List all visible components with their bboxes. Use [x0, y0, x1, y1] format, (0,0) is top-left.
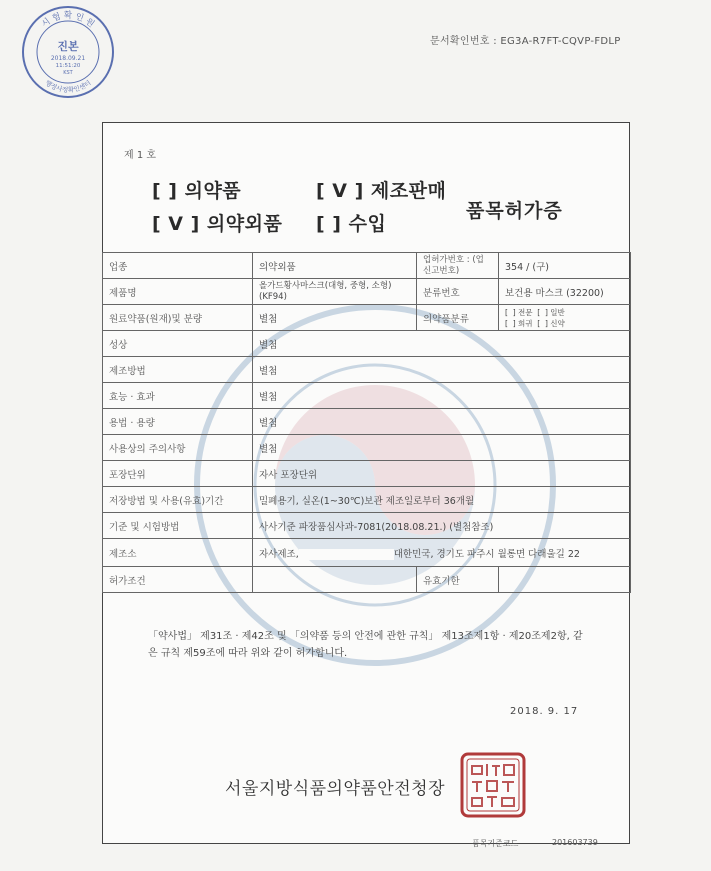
- packaging-value: 자사 포장단위: [253, 461, 631, 487]
- table-row: [103, 487, 631, 513]
- table-row: [103, 383, 631, 409]
- table-row: [103, 409, 631, 435]
- document-title: 품목허가증: [466, 200, 563, 222]
- checkbox-quasi-drug: [ V ] 의약외품: [152, 213, 283, 235]
- stamp-time: 11:51:20: [55, 63, 81, 69]
- license-no-value: 354 / (구): [499, 253, 631, 279]
- table-row: [103, 331, 631, 357]
- issue-date: 2018. 9. 17: [510, 706, 579, 717]
- code-value: 201603739: [552, 838, 598, 847]
- manufacturer-address: 대한민국, 경기도 파주시 월롱면 다래울길 22: [393, 548, 580, 560]
- drug-class-checkboxes: [ ] 전문 [ ] 일반 [ ] 희귀 [ ] 신약: [499, 305, 631, 331]
- checkbox-import: [ ] 수입: [316, 213, 387, 235]
- manufacturer-label: 제조소: [103, 539, 253, 567]
- manufacturer-prefix: 자사제조,: [259, 548, 299, 560]
- efficacy-value: 별첨: [253, 383, 631, 409]
- storage-label: 저장방법 및 사용(유효)기간: [103, 487, 253, 513]
- table-row: [103, 279, 631, 305]
- precautions-label: 사용상의 주의사항: [103, 435, 253, 461]
- category-label: 업종: [103, 253, 253, 279]
- dosage-label: 용법 · 용량: [103, 409, 253, 435]
- product-value: 올가드황사마스크(대형, 중형, 소형)(KF94): [253, 279, 417, 305]
- drug-class-label: 의약품분류: [417, 305, 499, 331]
- product-license-table: [102, 252, 631, 593]
- table-row: [103, 253, 631, 279]
- stamp-zone: KST: [63, 70, 73, 76]
- code-label: 품목기준코드: [472, 839, 519, 848]
- method-value: 별첨: [253, 357, 631, 383]
- standard-label: 기준 및 시험방법: [103, 513, 253, 539]
- method-label: 제조방법: [103, 357, 253, 383]
- condition-label: 허가조건: [103, 567, 253, 593]
- precautions-value: 별첨: [253, 435, 631, 461]
- efficacy-label: 효능 · 효과: [103, 383, 253, 409]
- ingredient-label: 원료약품(원재)및 분량: [103, 305, 253, 331]
- table-row: [103, 539, 631, 567]
- checkbox-drug: [ ] 의약품: [152, 180, 242, 202]
- category-value: 의약외품: [253, 253, 417, 279]
- properties-label: 성상: [103, 331, 253, 357]
- license-no-label: 업허가번호 : (업신고번호): [417, 253, 499, 279]
- legal-paragraph: 「약사법」 제31조 · 제42조 및 「의약품 등의 안전에 관한 규칙」 제13조제1항 · 제20조제2항, 같은 규칙 제59조에 따라 위와 같이 허가합니다.: [148, 631, 583, 659]
- class-no-label: 분류번호: [417, 279, 499, 305]
- packaging-label: 포장단위: [103, 461, 253, 487]
- ingredient-value: 별첨: [253, 305, 417, 331]
- stamp-bottom-text: 행정사정확인센터: [43, 78, 93, 95]
- svg-text:시 험 확 인 원: [40, 10, 97, 30]
- table-row: [103, 567, 631, 593]
- manufacturer-value: [253, 539, 631, 567]
- stamp-date: 2018.09.21: [50, 55, 86, 62]
- official-seal: [460, 752, 526, 818]
- verification-stamp: [20, 4, 116, 100]
- stamp-center-text: 진본: [57, 40, 79, 53]
- document-id: 문서확인번호 : EG3A-R7FT-CQVP-FDLP: [430, 36, 621, 47]
- expiry-value: [499, 567, 631, 593]
- condition-value: [253, 567, 417, 593]
- table-row: [103, 461, 631, 487]
- table-row: [103, 435, 631, 461]
- table-row: [103, 513, 631, 539]
- product-label: 제품명: [103, 279, 253, 305]
- table-row: [103, 305, 631, 331]
- class-no-value: 보건용 마스크 (32200): [499, 279, 631, 305]
- table-row: [103, 357, 631, 383]
- dosage-value: 별첨: [253, 409, 631, 435]
- redacted-name: [299, 549, 394, 560]
- standard-value: 사사기준 파장품심사과-7081(2018.08.21.) (별첨참조): [253, 513, 631, 539]
- storage-value: 밀폐용기, 실온(1~30℃)보관 제조일로부터 36개월: [253, 487, 631, 513]
- stamp-top-text: 시 험 확 인 원: [40, 11, 96, 30]
- expiry-label: 유효기한: [417, 567, 499, 593]
- properties-value: 별첨: [253, 331, 631, 357]
- issuer-name: 서울지방식품의약품안전청장: [225, 779, 445, 799]
- checkbox-manufacture-sale: [ V ] 제조판매: [316, 180, 447, 202]
- svg-text:행정사정확인센터: [44, 78, 93, 94]
- certificate-number: 제 1 호: [124, 150, 157, 161]
